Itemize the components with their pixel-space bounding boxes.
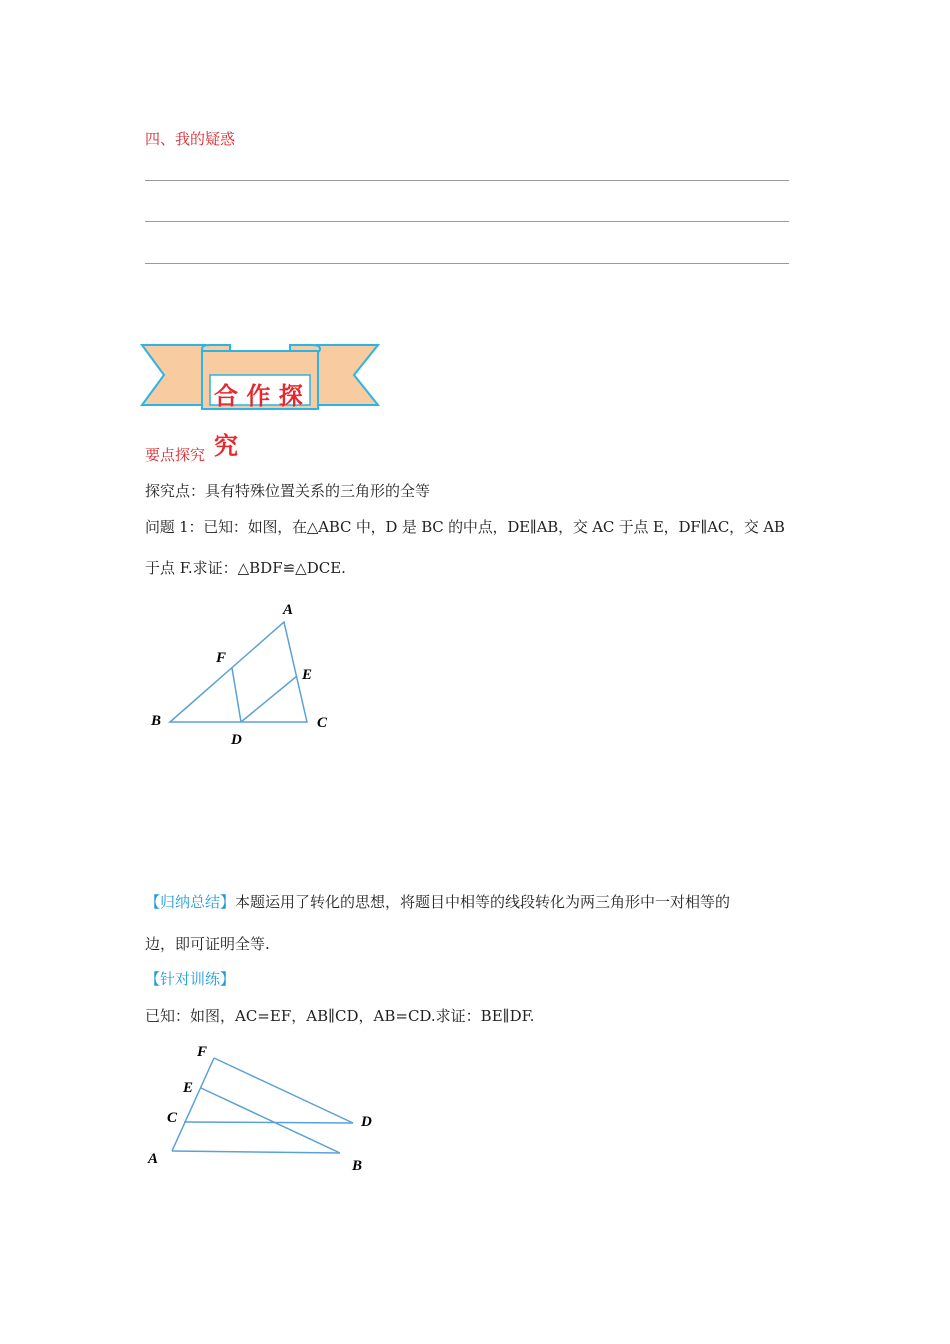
writing-line: [145, 221, 789, 222]
summary-text-line2: 边，即可证明全等.: [145, 935, 270, 953]
label-d: D: [231, 732, 242, 748]
banner-right-tail: [316, 345, 378, 405]
key-points-heading: 要点探究: [145, 446, 206, 464]
label-b: B: [352, 1158, 363, 1174]
segment-ab: [172, 1151, 340, 1153]
section-heading-doubts: 四、我的疑惑: [145, 130, 236, 148]
summary-paragraph: [145, 891, 730, 912]
label-e: E: [302, 667, 313, 683]
figure-parallel-segments: [140, 1038, 390, 1178]
banner-title: 合 作 探: [214, 382, 303, 410]
banner-title-overflow: 究: [214, 432, 238, 460]
banner-left-tail: [142, 345, 206, 405]
problem1-line2: 于点 F.求证：△BDF≌△DCE.: [145, 559, 346, 577]
writing-line: [145, 180, 789, 181]
training-problem: 已知：如图，AC=EF，AB∥CD，AB=CD.求证：BE∥DF.: [145, 1007, 535, 1025]
writing-line: [145, 263, 789, 264]
label-c: C: [317, 715, 328, 731]
segment-df: [232, 668, 241, 722]
summary-text-line1: 本题运用了转化的思想，将题目中相等的线段转化为两三角形中一对相等的: [235, 893, 731, 911]
label-a: A: [283, 602, 294, 618]
label-e: E: [183, 1080, 194, 1096]
segment-de: [241, 676, 297, 722]
label-f: F: [197, 1044, 208, 1060]
segment-eb: [201, 1088, 340, 1153]
segment-af: [172, 1058, 214, 1151]
figure-triangle-abc: [145, 598, 345, 748]
training-tag: 【针对训练】: [145, 970, 236, 988]
problem1-line1: 问题 1：已知：如图，在△ABC 中，D 是 BC 的中点，DE∥AB，交 AC 于点 E，DF∥AC，交 AB: [145, 518, 785, 536]
label-d: D: [361, 1114, 372, 1130]
label-a: A: [148, 1151, 159, 1167]
segment-cd: [184, 1122, 353, 1123]
segment-fd: [214, 1058, 353, 1123]
label-f: F: [216, 650, 227, 666]
summary-tag: 【归纳总结】: [145, 893, 236, 911]
label-b: B: [151, 713, 162, 729]
inquiry-point-title: 探究点：具有特殊位置关系的三角形的全等: [145, 482, 431, 500]
label-c: C: [167, 1110, 178, 1126]
